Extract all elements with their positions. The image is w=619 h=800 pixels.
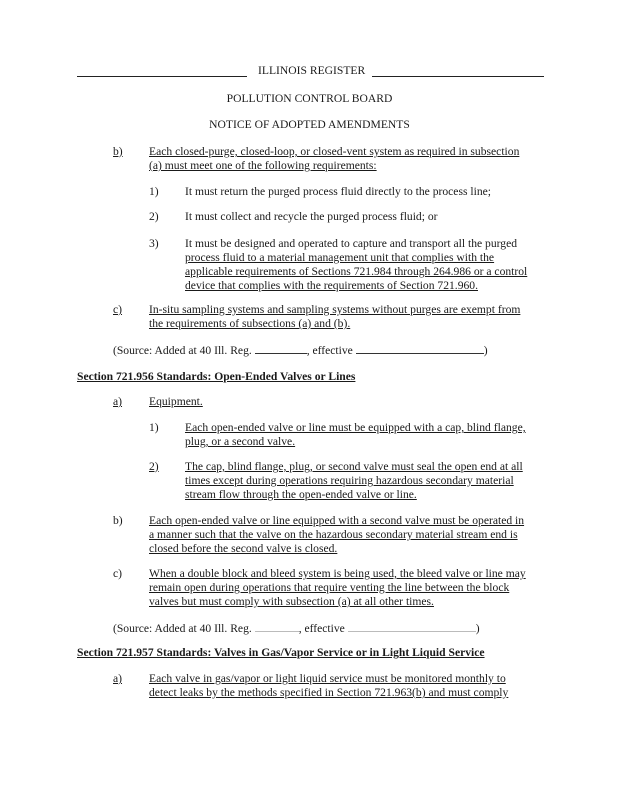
- item-1-num: 1): [149, 185, 159, 198]
- notice-title: NOTICE OF ADOPTED AMENDMENTS: [209, 118, 410, 131]
- sec956-b-line2: a manner such that the valve on the hazardous secondary material stream end is: [149, 528, 518, 541]
- sec956-c-line1: When a double block and bleed system is being used, the bleed valve or line may: [149, 567, 526, 580]
- sec956-item-1-line1: Each open-ended valve or line must be equipped with a cap, blind flange,: [185, 421, 526, 434]
- subsection-b-line2: (a) must meet one of the following requirements:: [149, 159, 377, 172]
- subsection-b-line1: Each closed-purge, closed-loop, or closed-vent system as required in subsection: [149, 145, 520, 158]
- source-line-955: [113, 342, 488, 358]
- section-956-heading: Section 721.956 Standards: Open-Ended Valves or Lines: [77, 370, 356, 383]
- source-close: ): [483, 344, 488, 357]
- effective-date-blank: [348, 620, 476, 632]
- section-957-heading: Section 721.957 Standards: Valves in Gas/Vapor Service or in Light Liquid Service: [77, 646, 485, 659]
- item-3-line4: device that complies with the requirements of Section 721.960.: [185, 279, 478, 292]
- register-title: ILLINOIS REGISTER: [258, 64, 366, 77]
- subsection-c-line2: the requirements of subsections (a) and (b).: [149, 317, 351, 330]
- subsection-b-label: b): [113, 145, 123, 158]
- header-rule-left: [77, 76, 247, 77]
- sec957-a-line2: detect leaks by the methods specified in Section 721.963(b) and must comply: [149, 686, 509, 699]
- sec956-item-2-line3: stream flow through the open-ended valve or line.: [185, 488, 417, 501]
- sec957-a-line1: Each valve in gas/vapor or light liquid service must be monitored monthly to: [149, 672, 506, 685]
- source-close: ): [475, 622, 480, 635]
- board-title: POLLUTION CONTROL BOARD: [226, 92, 393, 105]
- sec956-item-1-num: 1): [149, 421, 159, 434]
- sec956-b-line3: closed before the second valve is closed.: [149, 542, 338, 555]
- header-rule-right: [372, 76, 544, 77]
- item-3-line2: process fluid to a material management unit that complies with the: [185, 251, 495, 264]
- sec956-a-label: a): [113, 395, 123, 408]
- source-effective: , effective: [298, 622, 345, 635]
- sec956-item-2-line1: The cap, blind flange, plug, or second valve must seal the open end at all: [185, 460, 523, 473]
- sec956-item-2-line2: times except during operations requiring hazardous secondary material: [185, 474, 514, 487]
- sec956-a-text: Equipment.: [149, 395, 203, 408]
- item-3-line3: applicable requirements of Sections 721.984 through 264.986 or a control: [185, 265, 528, 278]
- sec956-b-line1: Each open-ended valve or line equipped with a second valve must be operated in: [149, 514, 525, 527]
- sec956-b-label: b): [113, 514, 123, 527]
- item-2-text: It must collect and recycle the purged process fluid; or: [185, 210, 438, 223]
- effective-date-blank: [356, 342, 484, 354]
- item-2-num: 2): [149, 210, 159, 223]
- register-blank: [255, 342, 307, 354]
- sec956-c-line2: remain open during operations that require venting the line between the block: [149, 581, 510, 594]
- source-prefix: (Source: Added at 40 Ill. Reg.: [113, 622, 252, 635]
- item-1-text: It must return the purged process fluid directly to the process line;: [185, 185, 491, 198]
- sec956-c-label: c): [113, 567, 123, 580]
- source-line-956: [113, 620, 480, 636]
- sec956-c-line3: valves but must comply with subsection (a) at all other times.: [149, 595, 434, 608]
- sec956-item-2-num: 2): [149, 460, 159, 473]
- source-effective: , effective: [306, 344, 353, 357]
- source-prefix: (Source: Added at 40 Ill. Reg.: [113, 344, 252, 357]
- register-blank: [255, 620, 299, 632]
- subsection-c-label: c): [113, 303, 123, 316]
- subsection-c-line1: In-situ sampling systems and sampling systems without purges are exempt from: [149, 303, 521, 316]
- sec956-item-1-line2: plug, or a second valve.: [185, 435, 296, 448]
- item-3-num: 3): [149, 237, 159, 250]
- sec957-a-label: a): [113, 672, 123, 685]
- item-3-line1: It must be designed and operated to capture and transport all the purged: [185, 237, 518, 250]
